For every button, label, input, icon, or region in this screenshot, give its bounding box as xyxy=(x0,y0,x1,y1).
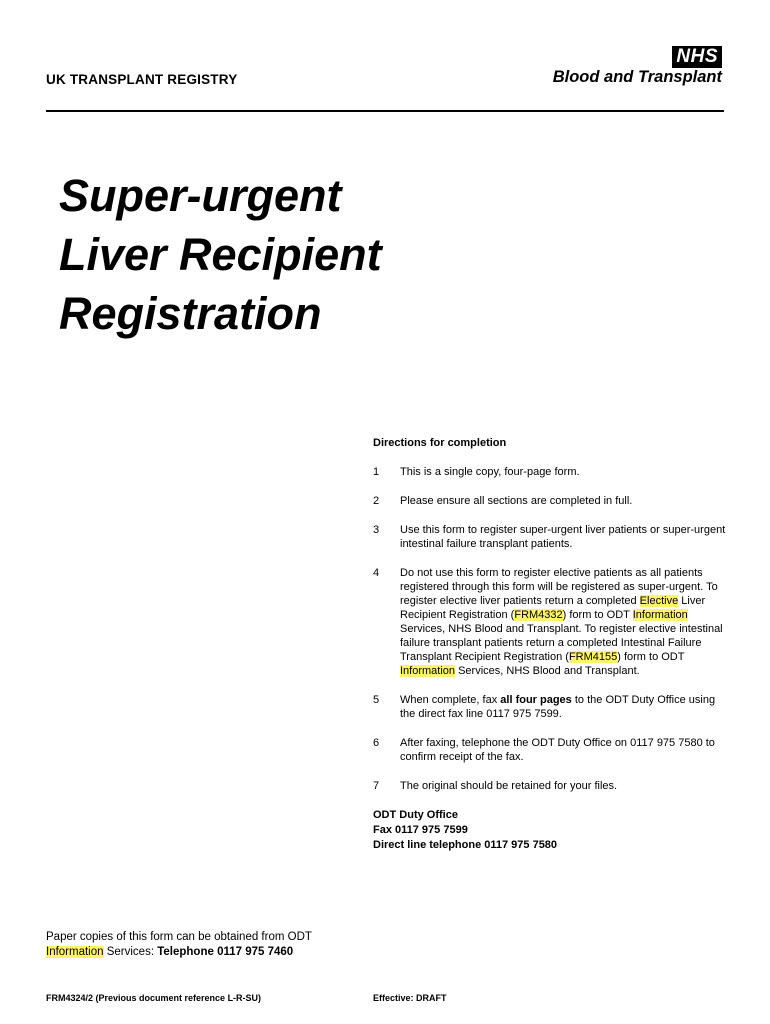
direction-item xyxy=(373,523,728,551)
direction-item-text xyxy=(400,494,728,508)
text-run: When complete, fax xyxy=(400,694,501,706)
header-divider xyxy=(46,110,724,112)
contact-fax: Fax 0117 975 7599 xyxy=(373,824,468,836)
paper-copies-note xyxy=(46,930,366,960)
nhs-logo-mark: NHS xyxy=(672,46,722,68)
text-run: This is a single copy, four-page form. xyxy=(400,466,580,478)
logo-organisation-name: Blood and Transplant xyxy=(552,68,722,86)
paper-copies-telephone: Telephone 0117 975 7460 xyxy=(157,946,294,958)
highlighted-word: Information xyxy=(46,946,104,958)
text-run: Do not use this form to register elective patients as all patients registered through this form will be registered as super-urgent. To register elective liver patients return a completed xyxy=(400,567,718,607)
highlighted-word: Elective xyxy=(639,595,679,607)
direction-item-number: 6 xyxy=(373,737,380,749)
highlighted-word: FRM4155 xyxy=(568,651,618,663)
paper-copies-text: Paper copies of this form can be obtained from ODT xyxy=(46,931,312,943)
form-title-line: Registration xyxy=(59,288,322,339)
direction-item-number: 5 xyxy=(373,694,380,706)
direction-item-number: 1 xyxy=(373,466,380,478)
text-run: Services, NHS Blood and Transplant. To register elective intestinal failure transplant patients return a completed Intestinal Failure Transplant Recipient Registration ( xyxy=(400,623,723,663)
direction-item xyxy=(373,779,728,793)
direction-item xyxy=(373,566,728,678)
directions-section xyxy=(373,436,728,853)
direction-item-number: 2 xyxy=(373,495,380,507)
direction-item xyxy=(373,465,728,479)
highlighted-word: FRM4332 xyxy=(514,609,563,621)
directions-heading: Directions for completion xyxy=(373,437,507,449)
form-title-line: Super-urgent xyxy=(59,170,342,221)
contact-office: ODT Duty Office xyxy=(373,809,458,821)
highlighted-word: Information xyxy=(632,609,688,621)
text-run: Services, NHS Blood and Transplant. xyxy=(455,665,640,677)
direction-item xyxy=(373,736,728,764)
direction-item xyxy=(373,494,728,508)
text-run: ) form to ODT xyxy=(562,609,633,621)
direction-item-text xyxy=(400,465,728,479)
registry-title: UK TRANSPLANT REGISTRY xyxy=(46,72,238,87)
direction-item xyxy=(373,693,728,721)
direction-item-number: 3 xyxy=(373,524,380,536)
text-run: Please ensure all sections are completed in full. xyxy=(400,495,633,507)
text-run: Use this form to register super-urgent liver patients or super-urgent intestinal failure transplant patients. xyxy=(400,524,726,550)
contact-direct-line: Direct line telephone 0117 975 7580 xyxy=(373,839,558,851)
text-run: to the ODT Duty Office using the direct fax line 0117 975 7599. xyxy=(400,694,716,720)
direction-item-text xyxy=(400,693,728,721)
bold-text: all four pages xyxy=(500,694,572,706)
form-title-line: Liver Recipient xyxy=(59,229,382,280)
form-title xyxy=(59,166,382,343)
direction-item-number: 7 xyxy=(373,780,380,792)
direction-item-number: 4 xyxy=(373,567,380,579)
text-run: Liver Recipient Registration ( xyxy=(400,595,706,621)
text-run: The original should be retained for your files. xyxy=(400,780,618,792)
document-reference: FRM4324/2 (Previous document reference L-R-SU) xyxy=(46,993,262,1003)
direction-item-text xyxy=(400,523,728,551)
highlighted-word: Information xyxy=(400,665,456,677)
direction-item-text xyxy=(400,736,728,764)
directions-list xyxy=(373,465,728,793)
effective-status: Effective: DRAFT xyxy=(373,993,447,1003)
paper-copies-text: Services: xyxy=(103,946,158,958)
direction-item-text xyxy=(400,779,728,793)
nhs-blood-transplant-logo xyxy=(522,46,722,90)
text-run: ) form to ODT xyxy=(617,651,685,663)
text-run: After faxing, telephone the ODT Duty Office on 0117 975 7580 to confirm receipt of the fax. xyxy=(400,737,715,763)
contact-block xyxy=(373,808,728,853)
direction-item-text xyxy=(400,566,728,678)
